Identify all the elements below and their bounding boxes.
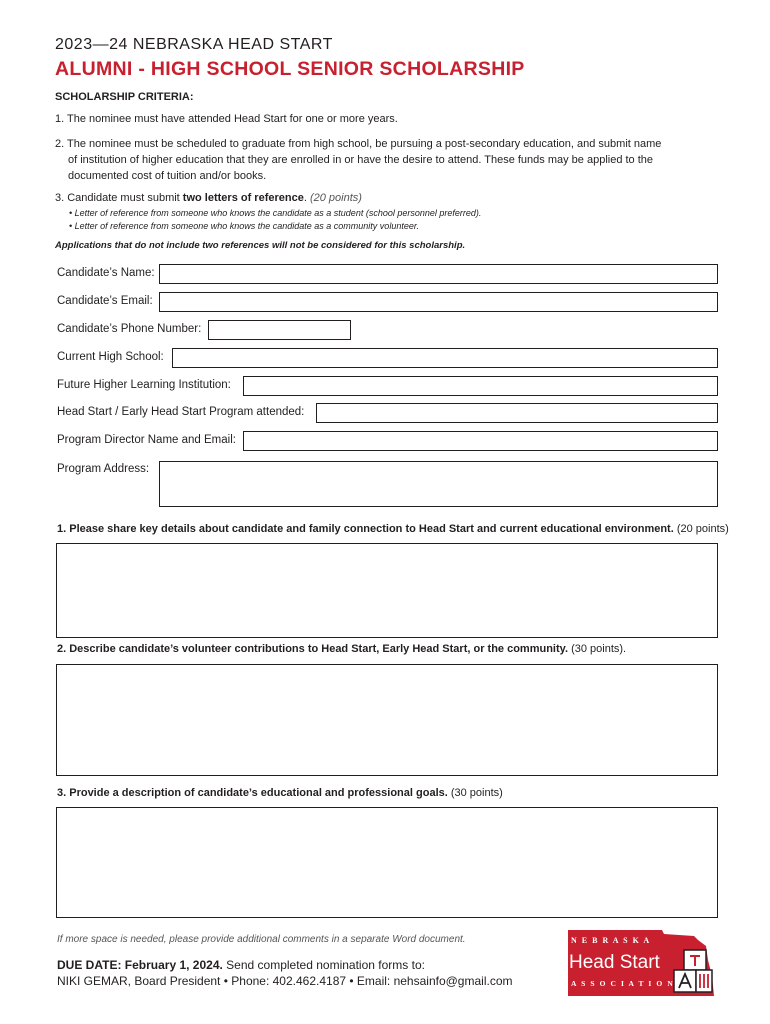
contact-info: NIKI GEMAR, Board President • Phone: 402.462.4187 • Email: nehsainfo@gmail.com	[57, 974, 513, 988]
due-date	[57, 958, 425, 972]
logo-bottom-text: A S S O C I A T I O N	[571, 979, 675, 988]
question-2-text: 2. Describe candidate’s volunteer contributions to Head Start, Early Head Start, or the community.	[57, 643, 569, 655]
criteria-item-3-bold: two letters of reference	[182, 192, 304, 204]
high-school-label: Current High School:	[57, 351, 164, 363]
question-3-answer-box[interactable]	[56, 807, 718, 918]
logo-top-text: N E B R A S K A	[571, 936, 651, 945]
criteria-heading: SCHOLARSHIP CRITERIA:	[55, 91, 194, 103]
address-label: Program Address:	[57, 463, 150, 475]
high-school-field[interactable]	[172, 348, 718, 368]
due-date-label: DUE DATE: February 1, 2024.	[57, 958, 223, 972]
address-field[interactable]	[159, 461, 718, 507]
candidate-phone-field[interactable]	[208, 320, 351, 340]
candidate-name-label: Candidate’s Name:	[57, 267, 155, 279]
nebraska-head-start-logo	[566, 926, 716, 1000]
criteria-item-2-line-1: 2. The nominee must be scheduled to graduate from high school, be pursuing a post-secondary education, and submit name	[55, 138, 662, 150]
logo-middle-text: Head Start	[569, 952, 660, 973]
reference-bullet-1: • Letter of reference from someone who knows the candidate as a student (school personnel preferred).	[69, 208, 482, 218]
reference-bullet-2: • Letter of reference from someone who knows the candidate as a community volunteer.	[69, 221, 419, 231]
additional-space-note: If more space is needed, please provide additional comments in a separate Word document.	[57, 934, 466, 945]
question-1-points: (20 points)	[673, 523, 729, 535]
question-1	[57, 523, 729, 535]
candidate-email-field[interactable]	[159, 292, 718, 312]
institution-field[interactable]	[243, 376, 718, 396]
criteria-item-3-points: (20 points)	[309, 192, 362, 204]
question-1-answer-box[interactable]	[56, 543, 718, 638]
criteria-item-2-line-2: of institution of higher education that they are enrolled in or have the desire to attend. These funds may be applied to the	[68, 154, 654, 166]
form-kicker: 2023—24 NEBRASKA HEAD START	[55, 36, 333, 53]
question-2-answer-box[interactable]	[56, 664, 718, 776]
candidate-email-label: Candidate’s Email:	[57, 295, 153, 307]
question-2-points: (30 points).	[568, 643, 627, 655]
reference-warning: Applications that do not include two references will not be considered for this scholarship.	[55, 240, 466, 251]
director-label: Program Director Name and Email:	[57, 434, 236, 446]
due-date-text: Send completed nomination forms to:	[222, 958, 425, 972]
criteria-item-3-suffix: .	[303, 192, 310, 204]
page-title: ALUMNI - HIGH SCHOOL SENIOR SCHOLARSHIP	[55, 58, 525, 80]
director-field[interactable]	[243, 431, 718, 451]
criteria-item-2-line-3: documented cost of tuition and/or books.	[68, 170, 267, 182]
criteria-item-2	[55, 136, 715, 184]
institution-label: Future Higher Learning Institution:	[57, 379, 231, 391]
question-3-points: (30 points)	[447, 787, 503, 799]
question-3	[57, 787, 503, 799]
criteria-item-3-prefix: 3. Candidate must submit	[55, 192, 183, 204]
criteria-item-1: 1. The nominee must have attended Head Start for one or more years.	[55, 113, 398, 125]
question-2	[57, 643, 626, 655]
question-1-text: 1. Please share key details about candidate and family connection to Head Start and current educational environment.	[57, 523, 674, 535]
candidate-phone-label: Candidate’s Phone Number:	[57, 323, 202, 335]
criteria-item-3	[55, 190, 715, 206]
program-label: Head Start / Early Head Start Program attended:	[57, 406, 305, 418]
question-3-text: 3. Provide a description of candidate’s educational and professional goals.	[57, 787, 448, 799]
program-field[interactable]	[316, 403, 718, 423]
candidate-name-field[interactable]	[159, 264, 718, 284]
